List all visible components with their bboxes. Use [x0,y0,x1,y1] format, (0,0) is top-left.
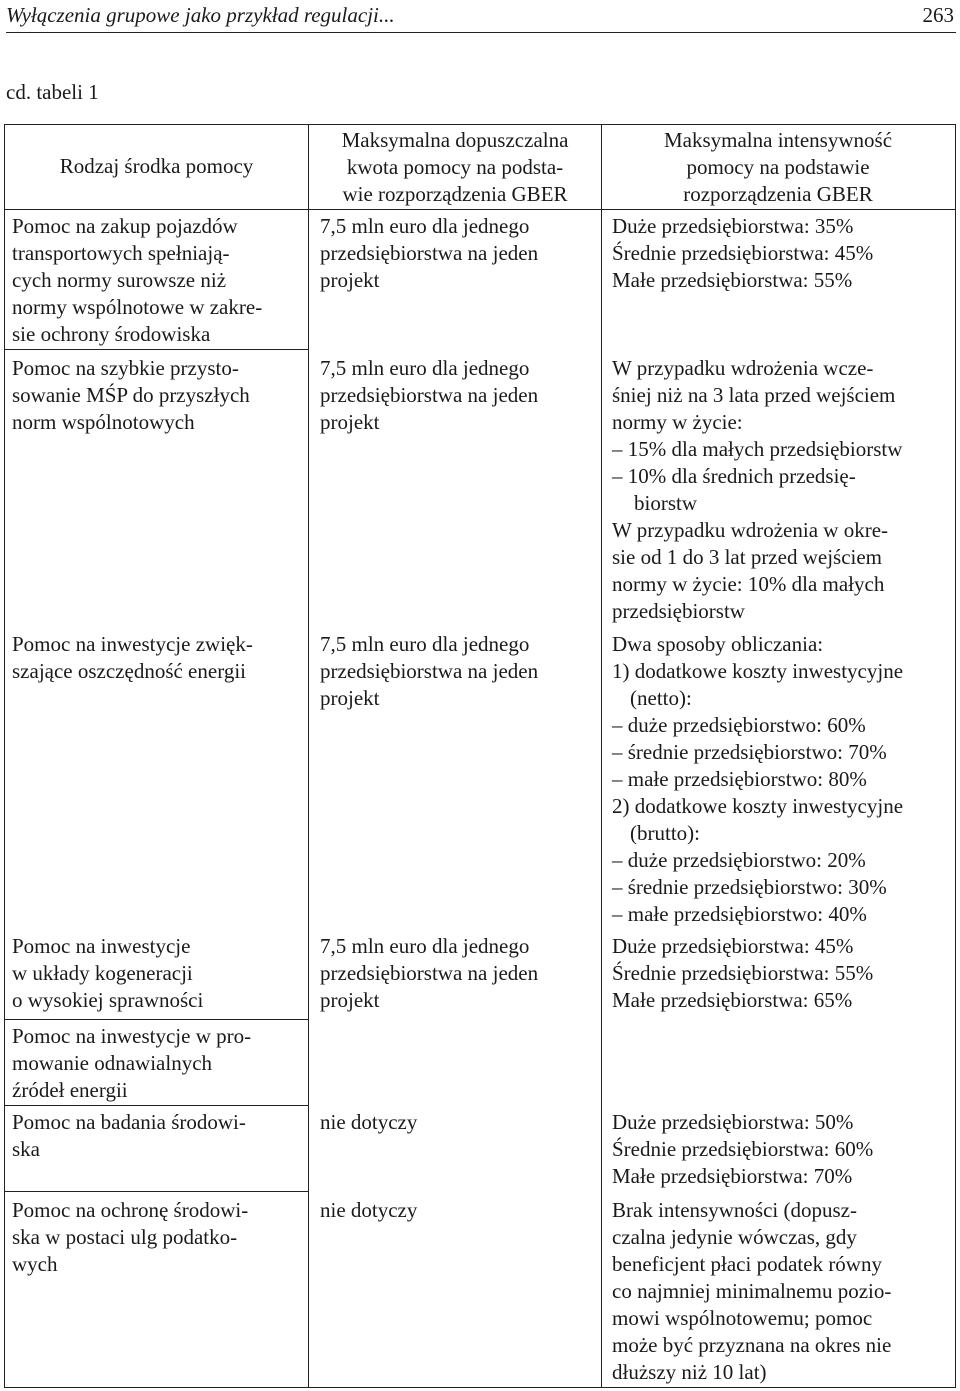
cell-line: – duże przedsiębiorstwo: 60% [612,713,866,737]
cell-line: – średnie przedsiębiorstwo: 70% [612,740,887,764]
header-intensity [602,127,954,208]
cell-line: 2) dodatkowe koszty inwestycyjne [612,794,904,818]
cell-line: 7,5 mln euro dla jednego [320,934,530,958]
row2-type [12,355,250,436]
cell-line: przedsiębiorstwa na jeden [320,659,539,683]
header-amount [309,127,601,208]
row-divider [5,349,308,350]
row6-intensity [612,1197,891,1386]
cell-line: Pomoc na inwestycje zwięk- [12,632,253,656]
row3-amount [320,631,538,712]
column-divider [308,125,309,1387]
cell-line: Pomoc na inwestycje w pro- [12,1024,252,1048]
cell-line: Pomoc na badania środowi- [12,1110,246,1134]
cell-line: 7,5 mln euro dla jednego [320,632,530,656]
cell-line: Brak intensywności (dopusz- [612,1198,857,1222]
cell-line: – 10% dla średnich przedsię- [612,464,856,488]
header-line: rozporządzenia GBER [683,182,873,206]
row2-intensity [612,355,902,625]
row-divider [5,1105,308,1106]
cell-line: przedsiębiorstwa na jeden [320,241,539,265]
header-line: pomocy na podstawie [686,155,870,179]
cell-line: biorstw [634,491,697,515]
row6-amount [320,1197,417,1224]
cell-line: o wysokiej sprawności [12,988,204,1012]
cell-line: Małe przedsiębiorstwa: 65% [612,988,853,1012]
cell-line: przedsiębiorstw [612,599,745,623]
cell-line: śniej niż na 3 lata przed wejściem [612,383,896,407]
cell-line: – małe przedsiębiorstwo: 80% [612,767,867,791]
cell-line: 7,5 mln euro dla jednego [320,214,530,238]
cell-line: Pomoc na zakup pojazdów [12,214,238,238]
cell-line: – duże przedsiębiorstwo: 20% [612,848,866,872]
cell-line: Pomoc na szybkie przysto- [12,356,239,380]
cell-line: Średnie przedsiębiorstwa: 60% [612,1137,874,1161]
cell-line: sie ochrony środowiska [12,322,211,346]
cell-line: sowanie MŚP do przyszłych [12,383,250,407]
cell-line: projekt [320,686,380,710]
cell-line: norm wspólnotowych [12,410,195,434]
header-type [5,153,308,180]
column-divider [601,125,602,1387]
cell-line: może być przyznana na okres nie [612,1333,892,1357]
cell-line: wych [12,1252,58,1276]
row5-type [12,1109,246,1163]
header-type-text: Rodzaj środka pomocy [59,154,254,178]
table-caption: cd. tabeli 1 [6,80,99,104]
cell-line: Pomoc na ochronę środowi- [12,1198,249,1222]
cell-line: projekt [320,988,380,1012]
cell-line: mowi wspólnotowemu; pomoc [612,1306,873,1330]
row3-intensity [612,631,903,928]
header-line: Maksymalna intensywność [663,128,893,152]
running-title: Wyłączenia grupowe jako przykład regulacji... [6,3,395,27]
header-line: wie rozporządzenia GBER [342,182,568,206]
cell-line: W przypadku wdrożenia wcze- [612,356,874,380]
cell-line: czalna jedynie wówczas, gdy [612,1225,857,1249]
row1-intensity [612,213,873,294]
cell-line: beneficjent płaci podatek równy [612,1252,882,1276]
cell-line: Pomoc na inwestycje [12,934,191,958]
cell-line: 7,5 mln euro dla jednego [320,356,530,380]
row5-intensity [612,1109,873,1190]
cell-line: nie dotyczy [320,1110,418,1134]
row4-type [12,933,203,1014]
row5-amount [320,1109,417,1136]
cell-line: Małe przedsiębiorstwa: 70% [612,1164,853,1188]
cell-line: Średnie przedsiębiorstwa: 55% [612,961,874,985]
cell-line: przedsiębiorstwa na jeden [320,383,539,407]
row1-amount [320,213,538,294]
header-line: Maksymalna dopuszczalna [341,128,569,152]
cell-line: transportowych spełniają- [12,241,230,265]
row2-amount [320,355,538,436]
cell-line: Duże przedsiębiorstwa: 35% [612,214,854,238]
cell-line: Dwa sposoby obliczania: [612,632,824,656]
cell-line: projekt [320,268,380,292]
cell-line: – średnie przedsiębiorstwo: 30% [612,875,887,899]
row4-type-renewables [12,1023,251,1104]
cell-line: w układy kogeneracji [12,961,193,985]
row3-type [12,631,253,685]
cell-line: mowanie odnawialnych [12,1051,213,1075]
row-divider [5,1191,308,1192]
cell-line: normy wspólnotowe w zakre- [12,295,263,319]
cell-line: 1) dodatkowe koszty inwestycyjne [612,659,904,683]
cell-line: źródeł energii [12,1078,128,1102]
cell-line: przedsiębiorstwa na jeden [320,961,539,985]
cell-line: dłuższy niż 10 lat) [612,1360,767,1384]
cell-line: W przypadku wdrożenia w okre- [612,518,889,542]
cell-line: Małe przedsiębiorstwa: 55% [612,268,853,292]
page-number: 263 [922,3,954,27]
row4-intensity [612,933,873,1014]
cell-line: Duże przedsiębiorstwa: 45% [612,934,854,958]
cell-line: ska [12,1137,40,1161]
cell-line: ska w postaci ulg podatko- [12,1225,238,1249]
cell-line: Duże przedsiębiorstwa: 50% [612,1110,854,1134]
row4-amount [320,933,538,1014]
cell-line: – małe przedsiębiorstwo: 40% [612,902,867,926]
cell-line: (brutto): [630,821,700,845]
cell-line: nie dotyczy [320,1198,418,1222]
cell-line: normy w życie: [612,410,743,434]
row6-type [12,1197,248,1278]
cell-line: – 15% dla małych przedsiębiorstw [612,437,903,461]
row-divider [5,1019,308,1020]
running-head [6,0,956,33]
cell-line: sie od 1 do 3 lat przed wejściem [612,545,883,569]
cell-line: co najmniej minimalnemu pozio- [612,1279,892,1303]
cell-line: szające oszczędność energii [12,659,246,683]
cell-line: projekt [320,410,380,434]
header-divider [5,209,955,210]
row1-type [12,213,262,348]
cell-line: Średnie przedsiębiorstwa: 45% [612,241,874,265]
header-line: kwota pomocy na podsta- [346,155,564,179]
cell-line: normy w życie: 10% dla małych [612,572,885,596]
aid-table [4,124,956,1388]
cell-line: cych normy surowsze niż [12,268,227,292]
cell-line: (netto): [630,686,692,710]
